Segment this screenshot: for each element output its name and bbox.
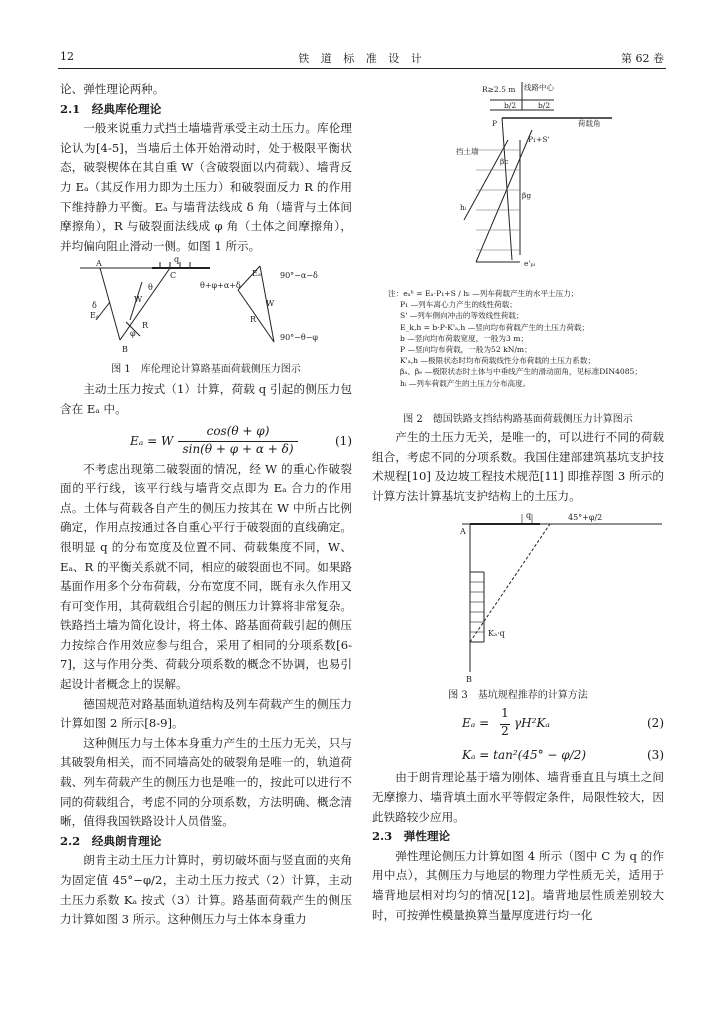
header-rule xyxy=(58,68,666,69)
figure-1-caption: 图 1 库伦理论计算路基面荷载侧压力图示 xyxy=(111,364,301,376)
fig2-note-line: b —竖向均布荷载宽度，一般为3 m； xyxy=(400,333,529,343)
fig3-label-Kq: Kₐ·q xyxy=(488,629,505,639)
figure-2-caption: 图 2 德国铁路支挡结构路基面荷载侧压力计算图示 xyxy=(403,414,633,425)
fig2-note-line: S' —列车侧向冲击的等效线性荷载； xyxy=(400,311,524,321)
fig2-label-center: 线路中心 xyxy=(524,83,554,92)
paragraph-rankine: 朗肯主动土压力计算时，剪切破坏面与竖直面的夹角为固定值 45°−φ/2，主动土压力按式（2）计算，主动土压力系数 Kₐ 按式（3）计算。路基面荷载产生的侧压力计算如图 3 所示。这种侧压力与土体本身重力 xyxy=(60,853,352,927)
eq3-number: (3) xyxy=(647,748,664,763)
fig2-label-R: R≥2.5 m xyxy=(482,85,516,94)
paragraph-rankine-cont: 产生的土压力无关，是唯一的，可以进行不同的荷载组合，考虑不同的分项系数。我国住建部建筑基坑支护技术规程[10] 及边坡工程技术规范[11] 即推荐图 3 所示的计算方法计算基坑支护结构上的土压力。 xyxy=(372,430,664,503)
fig1-label-A: A xyxy=(96,259,102,269)
eq2-frac-den: 2 xyxy=(501,724,509,739)
fig2-label-b2-left: b/2 xyxy=(504,101,517,110)
fig1-force-Ea: Eₐ xyxy=(252,269,261,279)
paragraph-eq1-intro: 主动土压力按式（1）计算，荷载 q 引起的侧压力包含在 Eₐ 中。 xyxy=(60,382,352,416)
eq2-frac-num: 1 xyxy=(500,704,510,725)
fig2-note-line: P₁ —列车离心力产生的线性荷载； xyxy=(400,300,517,310)
fig1-label-ang2: 90°−α−δ xyxy=(280,271,318,281)
equation-3 xyxy=(372,742,664,768)
paragraph-elastic: 弹性理论侧压力计算如图 4 所示（图中 C 为 q 的作用中点），其侧压力与地层的物理力学性质无关，适用于墙背地层相对均匀的情况[12]。墙背地层性质差别较大时，可按弹性模量换算当量厚度进行均一化 xyxy=(372,848,664,922)
fig3-label-angle: 45°+φ/2 xyxy=(568,513,603,523)
fig2-note-title: 注： xyxy=(388,289,404,298)
fig2-label-Bc: βc xyxy=(500,157,509,166)
eq1-lhs: Eₐ = W xyxy=(130,433,174,448)
paragraph-coulomb-intro: 一般来说重力式挡土墙墙背承受主动土压力。库伦理论认为[4-5]，当墙后土体开始滑动时，处于极限平衡状态，破裂楔体在其自重 W（含破裂面以内荷载）、墙背反力 Eₐ（其反作用力即为土压力）和破裂面反力 R 的作用下维持静力平衡。Eₐ 与墙背法线成 δ 角（墙背与土体间摩擦角），R 与破裂面法线成 φ 角（土体之间摩擦角），并均偏向阻止滑动一侧。如图 1 所示。 xyxy=(60,121,352,253)
fig2-label-hi: hᵢ xyxy=(460,203,467,212)
fig1-label-W: W xyxy=(134,295,143,305)
paragraph-german-evaluation: 这种侧压力与土体本身重力产生的土压力无关，只与其破裂角相关，而不同墙高处的破裂角是唯一的，轨道荷载、列车荷载产生的侧压力也是唯一的，按此可以进行不同的荷载组合，考虑不同的分项系数，方法明确、概念清晰，值得我国铁路设计人员借鉴。 xyxy=(60,735,352,829)
page-header xyxy=(60,50,664,68)
fig3-label-A: A xyxy=(460,527,466,537)
equation-1 xyxy=(60,420,352,460)
figure-1 xyxy=(60,255,352,380)
fig2-label-P: P xyxy=(492,119,498,128)
figure-3 xyxy=(372,512,664,702)
eq1-numerator: cos(θ + φ) xyxy=(178,422,298,443)
fig2-note-line: βₐ、βₑ —极限状态时土体与中垂线产生的滑动面角，见标准DIN4085； xyxy=(400,367,642,377)
fig2-label-load: 荷载角 xyxy=(578,119,601,128)
fig1-label-R: R xyxy=(142,321,149,331)
paragraph-coulomb-analysis: 不考虑出现第二破裂面的情况，经 W 的重心作破裂面的平行线，该平行线与墙背交点即为 Eₐ 合力的作用点。土体与荷载各自产生的侧压力按其在 W 中所占比例确定，作用点按通过各自重心平行于破裂面的直线确定。很明显 q 的分布宽度及位置不同、荷载集度不同，W、Eₐ、R 的平衡关系就不同，相应的破裂面也不同。如果路基面作用多个分布荷载，分布宽度不同，既有永久作用又有可变作用，其荷载组合引起的侧压力计算将非常复杂。铁路挡土墙为简化设计，将土体、路基面荷载引起的侧压力按综合作用效应参与组合，采用了相同的分项系数[6-7]，这与作用分类、荷载分项系数的概念不协调，也易引起设计者概念上的误解。 xyxy=(60,461,353,692)
fig1-label-ang3: 90°−θ−φ xyxy=(280,333,319,343)
fig1-label-theta: θ xyxy=(148,283,153,293)
section-2-3-heading: 2.3 弹性理论 xyxy=(372,829,451,844)
figure-2-notes xyxy=(388,288,658,389)
figure-2 xyxy=(372,80,664,428)
fig1-label-q: q xyxy=(174,255,180,265)
figure-2-diagram xyxy=(372,80,664,312)
fig1-label-ang1: θ+φ+α+δ xyxy=(200,281,241,291)
fig2-label-ei: e'ₚᵢ xyxy=(524,259,536,268)
fig2-label-Bg: βg xyxy=(522,191,532,200)
fig1-label-phi: φ xyxy=(130,329,136,339)
fig3-label-q: q xyxy=(526,511,532,521)
journal-title: 铁 道 标 准 设 计 xyxy=(298,52,426,65)
eq2-number: (2) xyxy=(647,716,664,731)
fig1-force-W: W xyxy=(266,299,275,309)
right-column xyxy=(372,80,664,925)
fig1-label-B: B xyxy=(122,345,128,355)
left-column xyxy=(60,80,352,930)
eq2-lhs: Eₐ = xyxy=(462,716,490,731)
fig1-label-Ea: Eₐ xyxy=(90,311,99,321)
eq3-expression: Kₐ = tan²(45° − φ/2) xyxy=(462,748,587,763)
paragraph-rankine-limits: 由于朗肯理论基于墙为刚体、墙背垂直且与填土之间无摩擦力、墙背填土面水平等假定条件，局限性较大，因此铁路较少应用。 xyxy=(372,770,664,824)
section-2-1-heading: 2.1 经典库伦理论 xyxy=(60,101,162,116)
section-2-2-heading: 2.2 经典朗肯理论 xyxy=(60,833,162,848)
fig1-label-delta: δ xyxy=(92,301,97,311)
fig1-label-C: C xyxy=(170,271,177,281)
figure-3-caption: 图 3 基坑规程推荐的计算方法 xyxy=(448,690,588,702)
eq1-denominator: sin(θ + φ + α + δ) xyxy=(182,441,294,456)
fig2-note-line: K'ₐ,h —极限状态时均布荷载线性分布荷载的土压力系数； xyxy=(400,356,596,366)
fig2-note-line: hᵢ —列车荷载产生的土压力分布高度。 xyxy=(400,378,531,388)
fig3-label-B: B xyxy=(466,675,472,685)
intro-text: 论、弹性理论两种。 xyxy=(60,82,165,96)
fig2-note-line: eₐʰ = Eₐ⋅P₁+S / hᵢ —列车荷载产生的水平土压力； xyxy=(403,289,579,298)
eq1-number: (1) xyxy=(335,433,352,448)
fig2-label-b2-right: b/2 xyxy=(538,101,551,110)
paragraph-german-code: 德国规范对路基面轨道结构及列车荷载产生的侧压力计算如图 2 所示[8-9]。 xyxy=(60,696,352,731)
equation-2 xyxy=(372,702,664,742)
fig1-force-R: R xyxy=(250,315,257,325)
fig2-label-PkS: P₁+S' xyxy=(528,135,550,144)
page-number: 12 xyxy=(60,50,74,63)
volume-label: 第 62 卷 xyxy=(621,52,664,65)
figure-3-diagram xyxy=(372,512,664,684)
fig2-label-wall: 挡土墙 xyxy=(456,147,479,156)
eq2-rhs: γH²Kₐ xyxy=(514,716,550,731)
fig2-note-line: E_k,h = b·P·K'ₐ,h —竖向均布荷载产生的土压力荷载； xyxy=(400,322,590,332)
fig2-note-line: P —竖向均布荷载，一般为52 kN/m； xyxy=(400,345,532,355)
